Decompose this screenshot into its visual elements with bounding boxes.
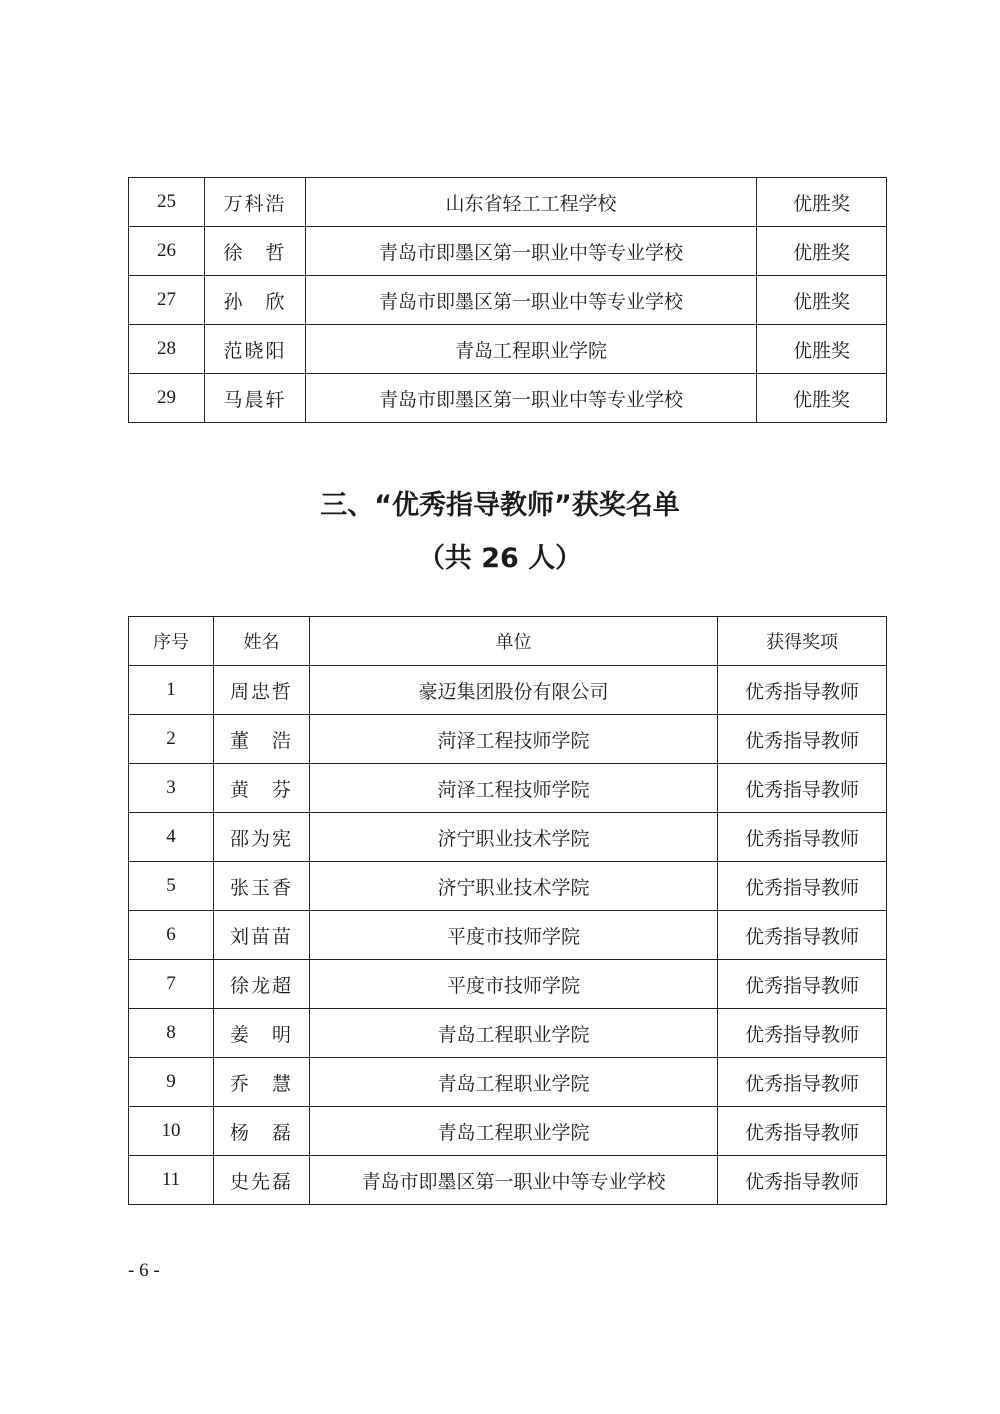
cell-award: 优胜奖 — [757, 276, 887, 325]
cell-award: 优秀指导教师 — [718, 666, 887, 715]
cell-no: 9 — [129, 1058, 214, 1107]
cell-unit: 豪迈集团股份有限公司 — [310, 666, 718, 715]
cell-name: 周忠哲 — [214, 666, 310, 715]
cell-no: 25 — [129, 178, 205, 227]
cell-award: 优胜奖 — [757, 374, 887, 423]
teachers-table — [128, 616, 887, 1205]
cell-no: 6 — [129, 911, 214, 960]
table-header-row — [129, 617, 887, 666]
table-row — [129, 862, 887, 911]
cell-award: 优秀指导教师 — [718, 862, 887, 911]
section-subtitle: （共 26 人） — [417, 543, 583, 574]
cell-no: 8 — [129, 1009, 214, 1058]
cell-unit: 青岛市即墨区第一职业中等专业学校 — [306, 227, 757, 276]
cell-award: 优秀指导教师 — [718, 1058, 887, 1107]
cell-no: 3 — [129, 764, 214, 813]
cell-name: 杨 磊 — [214, 1107, 310, 1156]
page-number: - 6 - — [128, 1260, 160, 1281]
cell-name: 徐 哲 — [205, 227, 306, 276]
header-name: 姓名 — [214, 617, 310, 666]
table-row — [129, 911, 887, 960]
header-award: 获得奖项 — [718, 617, 887, 666]
cell-award: 优胜奖 — [757, 178, 887, 227]
cell-award: 优秀指导教师 — [718, 813, 887, 862]
table-row — [129, 960, 887, 1009]
cell-no: 7 — [129, 960, 214, 1009]
section-title: 三、“优秀指导教师”获奖名单 — [320, 490, 680, 521]
cell-no: 27 — [129, 276, 205, 325]
cell-name: 范晓阳 — [205, 325, 306, 374]
cell-award: 优秀指导教师 — [718, 1156, 887, 1205]
cell-name: 刘苗苗 — [214, 911, 310, 960]
table-row — [129, 764, 887, 813]
cell-award: 优胜奖 — [757, 325, 887, 374]
table-row — [129, 1009, 887, 1058]
cell-award: 优秀指导教师 — [718, 1009, 887, 1058]
cell-name: 张玉香 — [214, 862, 310, 911]
cell-name: 乔 慧 — [214, 1058, 310, 1107]
cell-unit: 菏泽工程技师学院 — [310, 715, 718, 764]
cell-name: 邵为宪 — [214, 813, 310, 862]
cell-unit: 青岛工程职业学院 — [310, 1009, 718, 1058]
cell-award: 优秀指导教师 — [718, 911, 887, 960]
cell-no: 11 — [129, 1156, 214, 1205]
cell-unit: 济宁职业技术学院 — [310, 813, 718, 862]
winners-table-continued — [128, 177, 887, 423]
cell-no: 28 — [129, 325, 205, 374]
cell-unit: 青岛市即墨区第一职业中等专业学校 — [306, 276, 757, 325]
cell-name: 徐龙超 — [214, 960, 310, 1009]
cell-name: 黄 芬 — [214, 764, 310, 813]
cell-unit: 青岛工程职业学院 — [306, 325, 757, 374]
cell-name: 马晨轩 — [205, 374, 306, 423]
table-row — [129, 666, 887, 715]
cell-name: 万科浩 — [205, 178, 306, 227]
cell-unit: 青岛工程职业学院 — [310, 1107, 718, 1156]
cell-name: 孙 欣 — [205, 276, 306, 325]
cell-unit: 青岛工程职业学院 — [310, 1058, 718, 1107]
cell-unit: 青岛市即墨区第一职业中等专业学校 — [310, 1156, 718, 1205]
table-row — [129, 715, 887, 764]
cell-unit: 青岛市即墨区第一职业中等专业学校 — [306, 374, 757, 423]
cell-no: 29 — [129, 374, 205, 423]
table-row — [129, 1058, 887, 1107]
table-row — [129, 325, 887, 374]
cell-unit: 山东省轻工工程学校 — [306, 178, 757, 227]
header-no: 序号 — [129, 617, 214, 666]
cell-award: 优秀指导教师 — [718, 715, 887, 764]
cell-award: 优秀指导教师 — [718, 764, 887, 813]
cell-name: 董 浩 — [214, 715, 310, 764]
cell-award: 优秀指导教师 — [718, 1107, 887, 1156]
cell-award: 优秀指导教师 — [718, 960, 887, 1009]
table-row — [129, 227, 887, 276]
cell-name: 姜 明 — [214, 1009, 310, 1058]
cell-unit: 济宁职业技术学院 — [310, 862, 718, 911]
cell-unit: 菏泽工程技师学院 — [310, 764, 718, 813]
header-unit: 单位 — [310, 617, 718, 666]
cell-award: 优胜奖 — [757, 227, 887, 276]
table-row — [129, 1107, 887, 1156]
table-row — [129, 1156, 887, 1205]
cell-no: 1 — [129, 666, 214, 715]
cell-name: 史先磊 — [214, 1156, 310, 1205]
table-row — [129, 374, 887, 423]
cell-no: 10 — [129, 1107, 214, 1156]
table-row — [129, 276, 887, 325]
table-row — [129, 813, 887, 862]
cell-no: 4 — [129, 813, 214, 862]
cell-unit: 平度市技师学院 — [310, 960, 718, 1009]
cell-no: 5 — [129, 862, 214, 911]
table-row — [129, 178, 887, 227]
cell-unit: 平度市技师学院 — [310, 911, 718, 960]
cell-no: 2 — [129, 715, 214, 764]
cell-no: 26 — [129, 227, 205, 276]
